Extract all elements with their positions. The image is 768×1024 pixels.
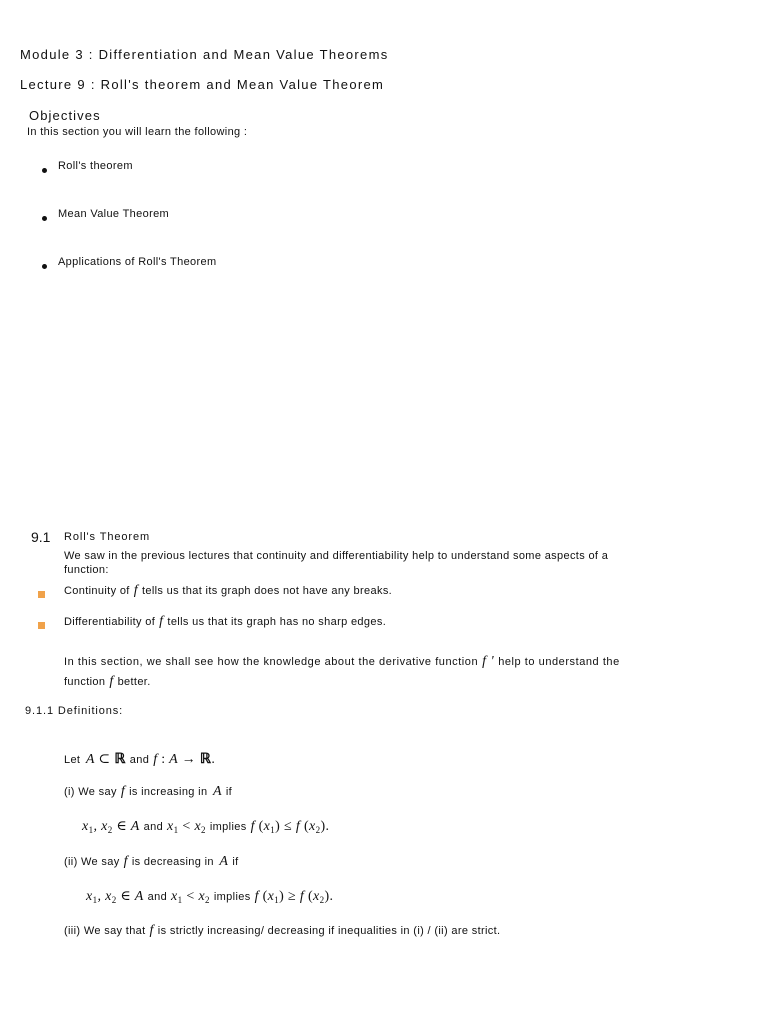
continuity-text-pre: Continuity of <box>64 585 130 597</box>
math-f: f <box>159 614 164 629</box>
math-x1-lt-x2: $x_1 < x_2$ <box>171 889 210 905</box>
math-a-subset-r: A ⊂ ℝ <box>84 752 126 767</box>
and-word: and <box>147 891 168 903</box>
definition-text-pre: (iii) We say that <box>64 925 146 937</box>
objective-item-label: Applications of Roll's Theorem <box>58 256 217 268</box>
math-f-a-to-r: f : A → ℝ. <box>153 752 216 767</box>
module-title: Module 3 : Differentiation and Mean Value Theorems <box>20 47 389 62</box>
decreasing-formula <box>86 888 337 905</box>
round-bullet-icon <box>42 168 47 173</box>
math-f: f <box>149 923 154 938</box>
definition-text-pre: (ii) We say <box>64 856 120 868</box>
definition-text-mid: is decreasing in <box>131 856 214 868</box>
differentiability-text-post: tells us that its graph has no sharp edges. <box>167 616 387 628</box>
paragraph-text-post: help to understand the <box>498 656 620 668</box>
lecture-title: Lecture 9 : Roll's theorem and Mean Value Theorem <box>20 77 385 92</box>
math-a: A <box>217 854 229 869</box>
section-title: Roll's Theorem <box>64 531 151 543</box>
round-bullet-icon <box>42 264 47 269</box>
and-word: and <box>143 821 164 833</box>
definition-text-pre: (i) We say <box>64 786 117 798</box>
section-number: 9.1 <box>31 529 51 545</box>
math-f: f <box>109 674 114 689</box>
continuity-point <box>64 583 396 599</box>
objective-item-label: Roll's theorem <box>58 160 133 172</box>
math-f: f <box>120 784 126 799</box>
math-f: f <box>123 854 128 869</box>
math-a: A <box>211 784 222 799</box>
definition-text-post: if <box>225 786 233 798</box>
implies-word: implies <box>213 891 251 903</box>
and-word: and <box>129 754 150 766</box>
differentiability-text-pre: Differentiability of <box>64 616 156 628</box>
math-f-inequality-ge: f $(x_1) \ge f$ $(x_2)$. <box>254 889 334 905</box>
definition-text-post: is strictly increasing/ decreasing if inequalities in (i) / (ii) are strict. <box>157 925 501 937</box>
definition-strict <box>64 923 504 939</box>
paragraph-line1 <box>64 654 624 670</box>
math-f: f <box>133 583 138 598</box>
round-bullet-icon <box>42 216 47 221</box>
orange-square-icon <box>38 591 45 598</box>
definition-increasing <box>64 784 236 800</box>
section-intro-line2: function: <box>64 564 109 576</box>
implies-word: implies <box>209 821 247 833</box>
math-f-inequality-le: f $(x_1) \le f$ $(x_2)$. <box>250 819 330 835</box>
orange-square-icon <box>38 622 45 629</box>
math-f-prime: f ' <box>482 654 495 669</box>
objectives-intro: In this section you will learn the following : <box>27 126 248 138</box>
objective-item-label: Mean Value Theorem <box>58 208 170 220</box>
math-x1-x2-in-a: $x_1$, $x_2$ ∈ A <box>82 819 140 835</box>
definition-text-post: if <box>232 856 239 868</box>
definition-decreasing <box>64 854 243 870</box>
differentiability-point <box>64 614 390 630</box>
definition-text-mid: is increasing in <box>129 786 208 798</box>
paragraph-text-post: better. <box>117 676 151 688</box>
let-word: Let <box>64 754 81 766</box>
paragraph-text-pre: In this section, we shall see how the knowledge about the derivative function <box>64 656 479 668</box>
section-intro-line1: We saw in the previous lectures that continuity and differentiability help to understand some aspects of a <box>64 550 609 562</box>
increasing-formula <box>82 818 333 835</box>
paragraph-line2 <box>64 674 155 690</box>
math-x1-x2-in-a: $x_1$, $x_2$ ∈ A <box>86 889 144 905</box>
math-x1-lt-x2: $x_1 < x_2$ <box>167 819 206 835</box>
continuity-text-post: tells us that its graph does not have any breaks. <box>141 585 393 597</box>
definitions-heading: 9.1.1 Definitions: <box>25 705 124 717</box>
paragraph-text-pre: function <box>64 676 106 688</box>
objectives-heading: Objectives <box>29 108 101 123</box>
definition-let-line <box>64 751 219 768</box>
